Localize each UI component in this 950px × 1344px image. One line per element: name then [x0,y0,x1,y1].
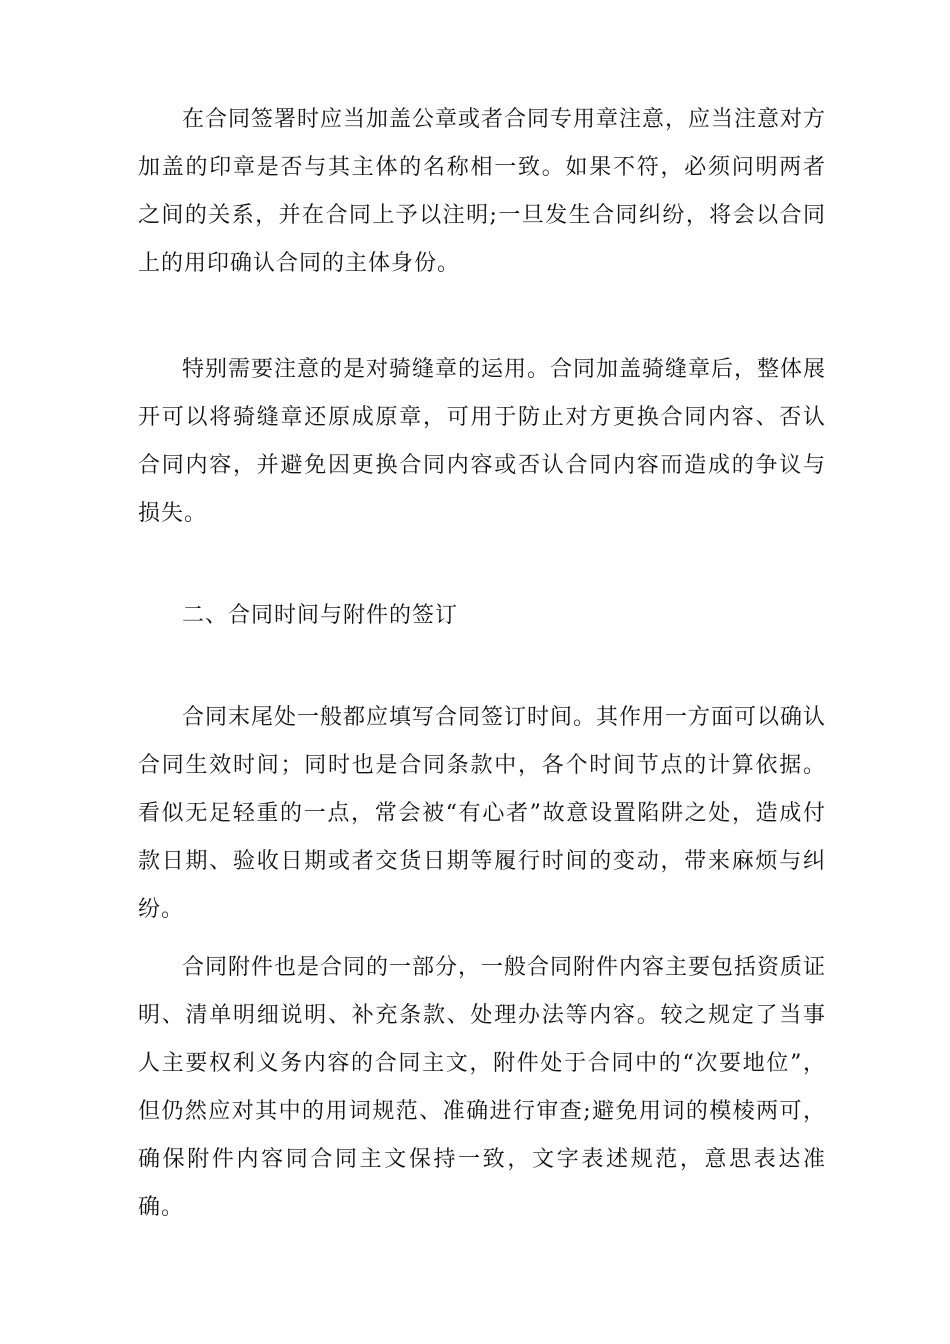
section-heading: 二、合同时间与附件的签订 [182,603,459,628]
paragraph-attachments: 合同附件也是合同的一部分，一般合同附件内容主要包括资质证明、清单明细说明、补充条款、处理办法等内容。较之规定了当事人主要权利义务内容的合同主文，附件处于合同中的“次要地位”，但仍然应对其中的用词规范、准确进行审查;避免用词的模棱两可，确保附件内容同合同主文保持一致，文字表述规范，意思表达准确。 [138,955,827,1220]
paragraph-seal-matching: 在合同签署时应当加盖公章或者合同专用章注意，应当注意对方加盖的印章是否与其主体的名称相一致。如果不符，必须问明两者之间的关系，并在合同上予以注明;一旦发生合同纠纷，将会以合同上的用印确认合同的主体身份。 [138,107,827,276]
paragraph-riding-seal: 特别需要注意的是对骑缝章的运用。合同加盖骑缝章后，整体展开可以将骑缝章还原成原章，可用于防止对方更换合同内容、否认合同内容，并避免因更换合同内容或否认合同内容而造成的争议与损失。 [138,357,827,526]
paragraph-signing-date: 合同末尾处一般都应填写合同签订时间。其作用一方面可以确认合同生效时间；同时也是合同条款中，各个时间节点的计算依据。看似无足轻重的一点，常会被“有心者”故意设置陷阱之处，造成付款日期、验收日期或者交货日期等履行时间的变动，带来麻烦与纠纷。 [138,705,827,922]
